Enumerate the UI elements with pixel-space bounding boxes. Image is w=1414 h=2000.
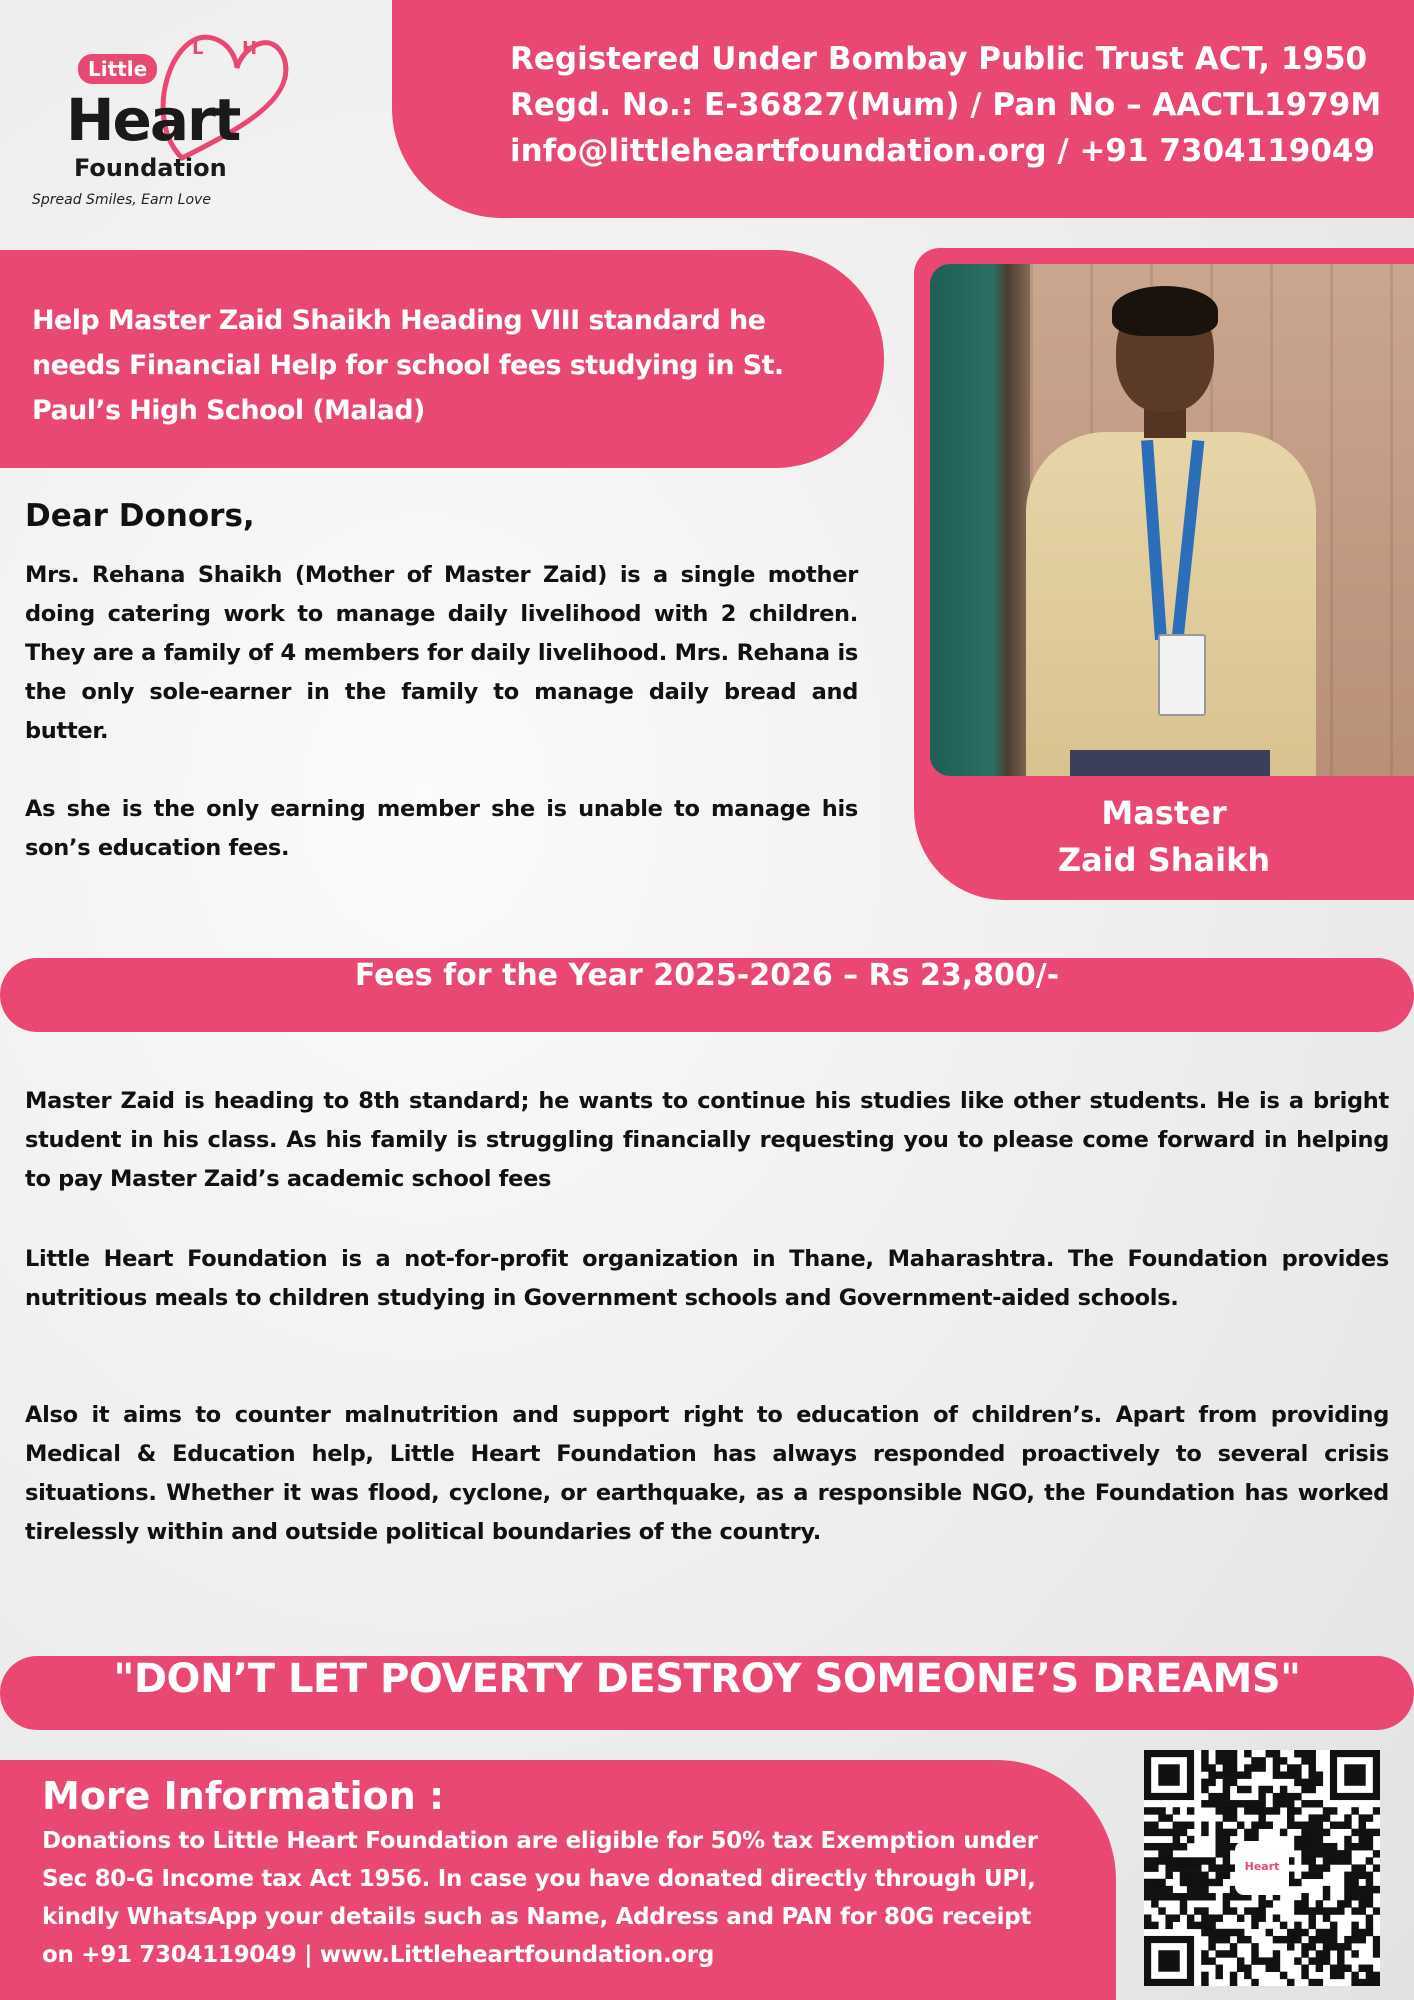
- photo-card: [914, 248, 1414, 900]
- body-paragraph-2: Little Heart Foundation is a not-for-profit organization in Thane, Maharashtra. The Foundation provides nutritious meals to children studying in Government schools and Government-aided schools.: [25, 1246, 1389, 1311]
- qr-logo: [1238, 1844, 1286, 1892]
- letter-paragraph-1: Mrs. Rehana Shaikh (Mother of Master Zaid) is a single mother doing catering work to manage daily livelihood with 2 children. They are a family of 4 members for daily livelihood. Mrs. Rehana is the only sole-earner in the family to manage daily bread and butter.: [25, 562, 858, 744]
- more-info-panel: [0, 1760, 1116, 2000]
- caption-line-2: Zaid Shaikh: [1057, 841, 1271, 879]
- logo-mark-h: H: [242, 38, 258, 59]
- donation-qr-code[interactable]: [1144, 1750, 1380, 1986]
- student-photo: [930, 264, 1414, 776]
- appeal-title: Help Master Zaid Shaikh Heading VIII standard he needs Financial Help for school fees studying in St. Paul’s High School (Malad): [0, 250, 884, 468]
- qr-logo-text: Heart: [1244, 1860, 1280, 1873]
- registration-number-line: Regd. No.: E-36827(Mum) / Pan No – AACTL1979M: [510, 87, 1382, 123]
- body-paragraph-3: Also it aims to counter malnutrition and support right to education of children’s. Apart from providing Medical & Education help, Little Heart Foundation has always responded proactively to several crisis situations. Whether it was flood, cyclone, or earthquake, as a responsible NGO, the Foundation has worked tirelessly within and outside political boundaries of the country.: [25, 1402, 1389, 1545]
- logo-foundation-text: Foundation: [74, 154, 227, 182]
- logo-tagline: Spread Smiles, Earn Love: [32, 192, 211, 208]
- logo-little-text: Little: [78, 54, 157, 84]
- logo-mark-l: L: [192, 38, 204, 59]
- body-paragraph-1: Master Zaid is heading to 8th standard; he wants to continue his studies like other students. He is a bright student in his class. As his family is struggling financially requesting you to please come forward in helping to pay Master Zaid’s academic school fees: [25, 1088, 1389, 1192]
- slogan-banner: "DON’T LET POVERTY DESTROY SOMEONE’S DREAMS": [0, 1656, 1414, 1730]
- contact-line[interactable]: info@littleheartfoundation.org / +91 7304119049: [510, 133, 1376, 169]
- letter-paragraph-2: As she is the only earning member she is unable to manage his son’s education fees.: [25, 796, 858, 861]
- photo-caption: [914, 790, 1414, 884]
- logo-heart-text: Heart: [66, 86, 240, 154]
- more-info-title: More Information :: [42, 1774, 445, 1818]
- foundation-logo: [22, 8, 292, 218]
- registration-line: Registered Under Bombay Public Trust ACT, 1950: [510, 41, 1368, 77]
- caption-line-1: Master: [1101, 794, 1227, 832]
- more-info-body: Donations to Little Heart Foundation are eligible for 50% tax Exemption under Sec 80-G Income tax Act 1956. In case you have donated directly through UPI, kindly WhatsApp your details such as Name, Address and PAN for 80G receipt on +91 7304119049 | www.Littleheartfoundation.org: [42, 1828, 1038, 1968]
- salutation: Dear Donors,: [25, 498, 255, 534]
- registration-header: [392, 0, 1414, 218]
- fees-banner: Fees for the Year 2025-2026 – Rs 23,800/-: [0, 958, 1414, 1032]
